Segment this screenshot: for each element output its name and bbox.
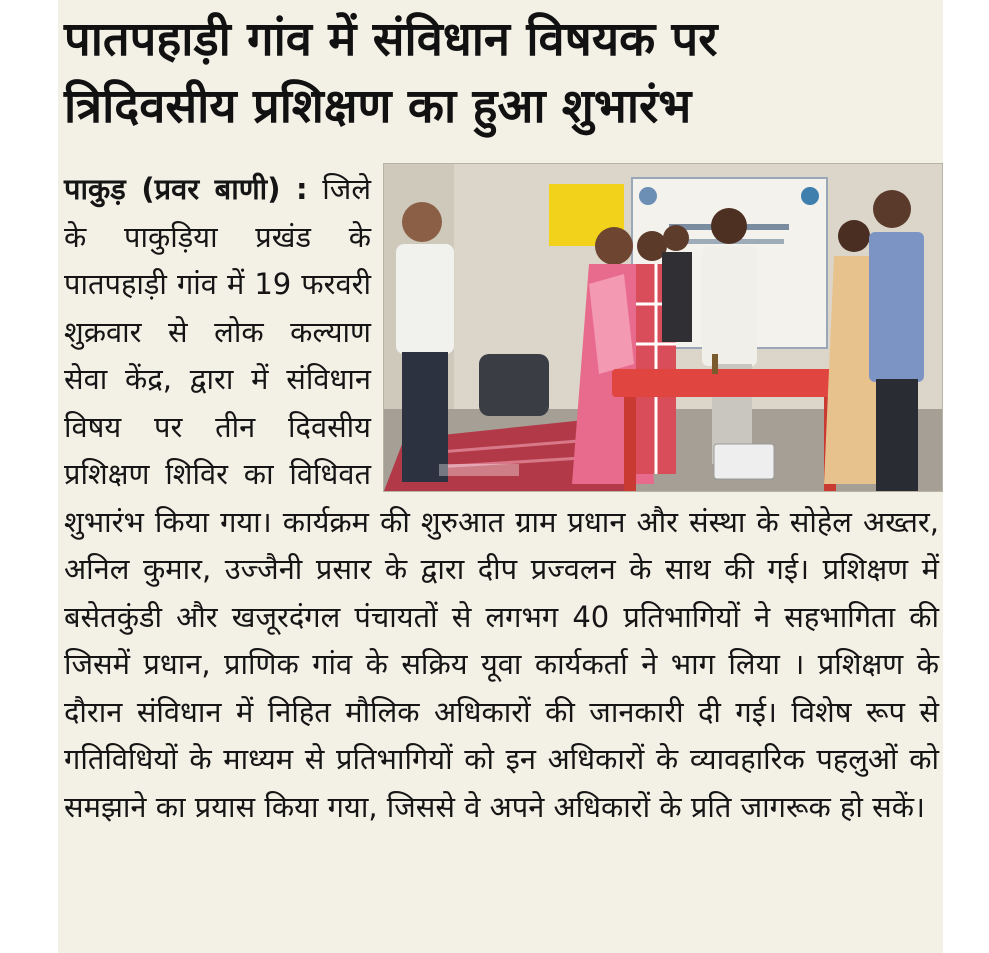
headline — [64, 6, 940, 140]
headline-line-2: त्रिदिवसीय प्रशिक्षण का हुआ शुभारंभ — [64, 79, 692, 134]
photo-wrap-spacer — [371, 166, 939, 498]
newspaper-clipping — [58, 0, 943, 953]
headline-line-1: पातपहाड़ी गांव में संविधान विषयक पर — [64, 12, 718, 67]
article-text: जिले के पाकुड़िया प्रखंड के पातपहाड़ी गांव में 19 फरवरी शुक्रवार से लोक कल्याण सेवा केंद्र, द्वारा में संविधान विषय पर तीन दिवसीय प्रशिक्षण शिविर का विधिवत शुभारंभ किया गया। कार्यक्रम की शुरुआत ग्राम प्रधान और संस्था के सोहेल अख्तर, अनिल कुमार, उज्जैनी प्रसार के द्वारा दीप प्रज्वलन के साथ की गई। प्रशिक्षण में बसेतकुंडी और खजूरदंगल पंचायतों से लगभग 40 प्रतिभागियों ने सहभागिता की जिसमें प्रधान, प्राणिक गांव के सक्रिय यूवा कार्यकर्ता ने भाग लिया । प्रशिक्षण के दौरान संविधान में निहित मौलिक अधिकारों की जानकारी दी गई। विशेष रूप से गतिविधियों के माध्यम से प्रतिभागियों को इन अधिकारों के व्यावहारिक पहलुओं को समझाने का प्रयास किया गया, जिससे वे अपने अधिकारों के प्रति जागरूक हो सकें। — [64, 172, 939, 824]
article-body — [64, 166, 939, 831]
dateline: पाकुड़ (प्रवर बाणी) : — [64, 172, 308, 206]
